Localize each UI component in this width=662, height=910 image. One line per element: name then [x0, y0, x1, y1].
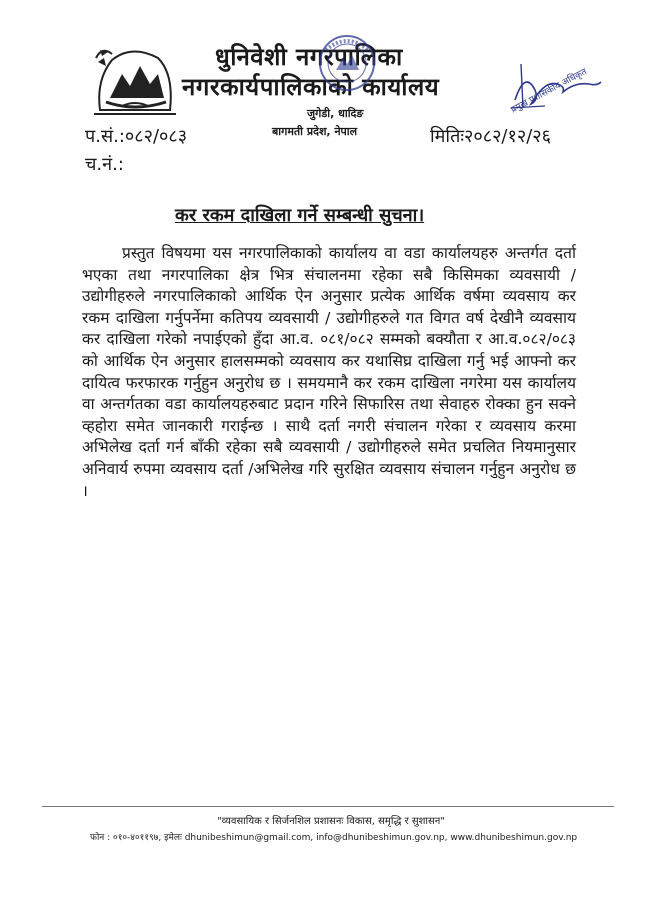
notice-body: प्रस्तुत विषयमा यस नगरपालिकाको कार्यालय वा वडा कार्यालयहरु अन्तर्गत दर्ता भएका तथा नगरपालिका क्षेत्र भित्र संचालनमा रहेका सबै किसिमका व्यवसायी / उद्योगीहरुले नगरपालिकाको आर्थिक ऐन अनुसार प्रत्येक आर्थिक वर्षमा व्यवसाय कर रकम दाखिला गर्नुपर्नेमा कतिपय व्यवसायी / उद्योगीहरुले गत विगत वर्ष देखीनै व्यवसाय कर दाखिला गरेको नपाईएको हुँदा आ.व. ०८१/०८२ सम्मको बक्यौता र आ.व.०८२/०८३ को आर्थिक ऐन अनुसार हालसम्मको व्यवसाय कर यथासिघ्र दाखिला गर्नु भई आफ्नो कर दायित्व फरफारक गर्नुहुन अनुरोध छ । समयमानै कर रकम दाखिला नगरेमा यस कार्यालय वा अन्तर्गतका वडा कार्यालयहरुबाट प्रदान गरिने सिफारिस तथा सेवाहरु रोक्का हुन सक्ने व्हहोरा समेत जानकारी गराईन्छ । साथै दर्ता नगरी संचालन गरेका र व्यवसाय करमा अभिलेख दर्ता गर्न बाँकी रहेका सबै व्यवसायी / उद्योगीहरुले समेत प्रचलित नियमानुसार अनिवार्य रुपमा व्यवसाय दर्ता /अभिलेख गरि सुरक्षित व्यवसाय संचालन गर्नुहुन अनुरोध छ ।	[82, 244, 576, 500]
organization-name: धुनिवेशी नगरपालिका	[215, 43, 403, 71]
footer-motto: "व्यवसायिक र सिर्जनशिल प्रशासनः विकास, समृद्धि र सुशासन"	[217, 816, 445, 827]
reference-number: प.सं.:०८२/०८३	[85, 126, 188, 147]
office-location: जुगेडी, धादिङ	[307, 107, 364, 120]
dispatch-number: च.नं.:	[85, 154, 124, 175]
office-name: नगरकार्यपालिकाको कार्यालय	[182, 73, 440, 101]
footer-contact: फोन : ०१०-४०११९७, इमेलः dhunibeshimun@gmail.com, info@dhunibeshimun.gov.np, www.dhunibeshimun.gov.np	[90, 833, 578, 843]
subject-heading: कर रकम दाखिला गर्ने सम्बन्धी सुचना।	[175, 205, 425, 226]
letter-date: मितिः२०८२/१२/२६	[430, 126, 551, 147]
municipality-seal-icon	[318, 34, 376, 92]
footer-divider	[42, 806, 614, 807]
province-name: बागमती प्रदेश, नेपाल	[272, 125, 358, 138]
official-stamp: प्रमुख प्रशासकीय अधिकृत	[509, 66, 589, 116]
nepal-emblem-icon	[92, 40, 178, 118]
